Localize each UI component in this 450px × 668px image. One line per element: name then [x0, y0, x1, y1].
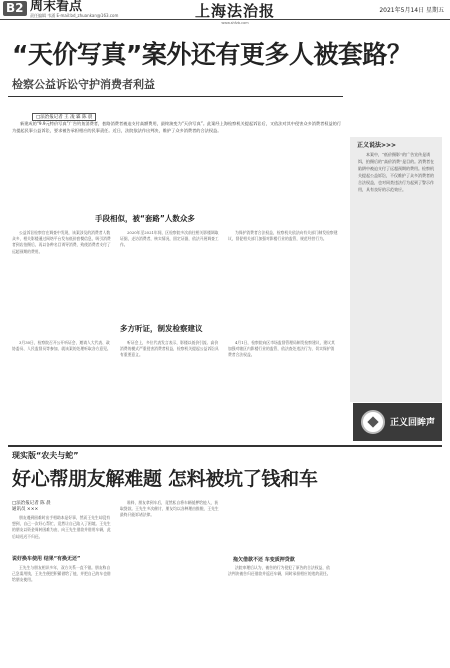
- section-divider: [8, 445, 442, 447]
- article1-subhead: 检察公益诉讼守护消费者利益: [12, 78, 155, 91]
- page-header: [0, 0, 450, 25]
- article2-col-4: 法院审理后认为，被告的行为侵犯了原告的合法权益，依法判决被告归还借款并返还车辆，同时承担相应的违约责任。: [228, 565, 331, 577]
- article2-col-1: 朋友遇到困难时出手相助本是好事，然而王先生却没有想到，自己一次好心帮忙，竟然让自己陷入了困境。王先生的朋友以资金周转困难为由，向王先生借款并借用车辆，此后却迟迟不归还。: [12, 515, 111, 539]
- sidebar-body: 本案中，“低价摄影”的广告宣传是诱饵，拍摄后的“高价消费”是目的。消费者在陷阱中被迫支付了远超预期的费用。检察机关提起公益诉讼，不仅维护了众多消费者的合法权益，也对同类违法行为起到了警示作用，具有良好的示范效应。: [358, 152, 435, 192]
- masthead: [195, 0, 275, 25]
- badge-label: 正义回眸声: [390, 418, 436, 428]
- issue-date: 2021年5月14日 星期五: [379, 7, 444, 14]
- article2-byline: □法治报记者 陈 晨 通讯员 ×××: [12, 501, 51, 512]
- article1-lead: 新建成的“9.9元特价写真”广告钓鱼消费者，套路消费者被迫支付高额费用，最终演变为“天价写真”。此案经上海检察机关提起诉讼后，又依法对其中侵害众多消费者权益的行为提起民事公益诉讼，要求被告承担相应的民事责任。近日，法院依法作出判决，维护了众多消费者的合法权益。: [12, 121, 342, 133]
- divider: [8, 96, 343, 97]
- sidebar-title: 正义说法>>>: [357, 142, 397, 149]
- article2-mini-2: 拖欠借款不还 车变质押贷款: [233, 557, 295, 563]
- article1-col-6: 4月1日，检察院向区市场监督管理局制发检察建议，建议其加强对辖区内影楼行业的监管，依法查处违法行为，切实保护消费者合法权益。: [228, 340, 335, 358]
- section-title: 周末看点: [30, 0, 83, 14]
- article1-col-1: 公益诉讼检察官在调查中发现，该案涉及的消费者人数众多，相关影楼通过网络平台发布低价套餐信息，吸引消费者到店拍摄后，再以各种名目诱导消费，致使消费者支付了远超预期的费用。: [12, 230, 111, 254]
- article1-subhead-1: 手段相似，被“套路”人数众多: [95, 214, 195, 223]
- masthead-title: 上海法治报: [195, 2, 276, 20]
- commentary-sidebar: [350, 137, 442, 402]
- article2-col-2: 王先生与朋友相识多年，双方关系一直不错。朋友称自己急需用钱，王先生便把积蓄借给了他，并把自己的车也借给朋友使用。: [12, 565, 111, 583]
- article2-headline: 好心帮朋友解难题 怎料被坑了钱和车: [12, 468, 318, 490]
- article1-col-2: 2020年至2021年间，区检察院多次前往相关影楼调取证据，走访消费者，核实情况，固定证据，依法开展调查工作。: [120, 230, 219, 248]
- article1-col-4: 3月30日，检察院召开公开听证会，邀请人大代表、政协委员、人民监督员等参加，就该案的处理听取各方意见。: [12, 340, 111, 352]
- page-number: B2: [3, 1, 27, 16]
- article1-headline: “天价写真”案外还有更多人被套路？: [12, 40, 412, 69]
- sidebar-badge: [353, 403, 442, 441]
- article2-col-4a: [228, 500, 333, 552]
- article1-col-3: 为保护消费者合法权益，检察机关依法向有关部门制发检察建议，督促相关部门加强对影楼行业的监管，规范经营行为。: [228, 230, 338, 242]
- article2-kicker: 现实版“农夫与蛇”: [12, 451, 79, 460]
- article2-mini-1: 说好换车使用 结果“有换无还”: [12, 556, 81, 562]
- article1-col-5: 听证会上，多位代表发言表示，影楼以低价引流、高价消费的模式严重侵害消费者权益，检察机关提起公益诉讼具有重要意义。: [120, 340, 219, 358]
- editor-meta: 责任编辑 韦涌 E-mail:bd_zhuankan@163.com: [30, 13, 119, 18]
- article2-col-5: [340, 500, 442, 665]
- masthead-url: www.shfzb.com: [221, 21, 249, 25]
- article1-subhead-2: 多方听证，制发检察建议: [120, 324, 203, 333]
- procuratorate-emblem-icon: [361, 410, 385, 434]
- article1-byline: □法治报记者 王 凌 霖 陈 晨: [32, 113, 96, 121]
- article2-col-3: 谁料，朋友拿到车后，竟然私自将车辆抵押给他人，获取贷款。王先生多次催讨，朋友均以各种理由推脱，王先生最终只能诉诸法律。: [120, 500, 219, 518]
